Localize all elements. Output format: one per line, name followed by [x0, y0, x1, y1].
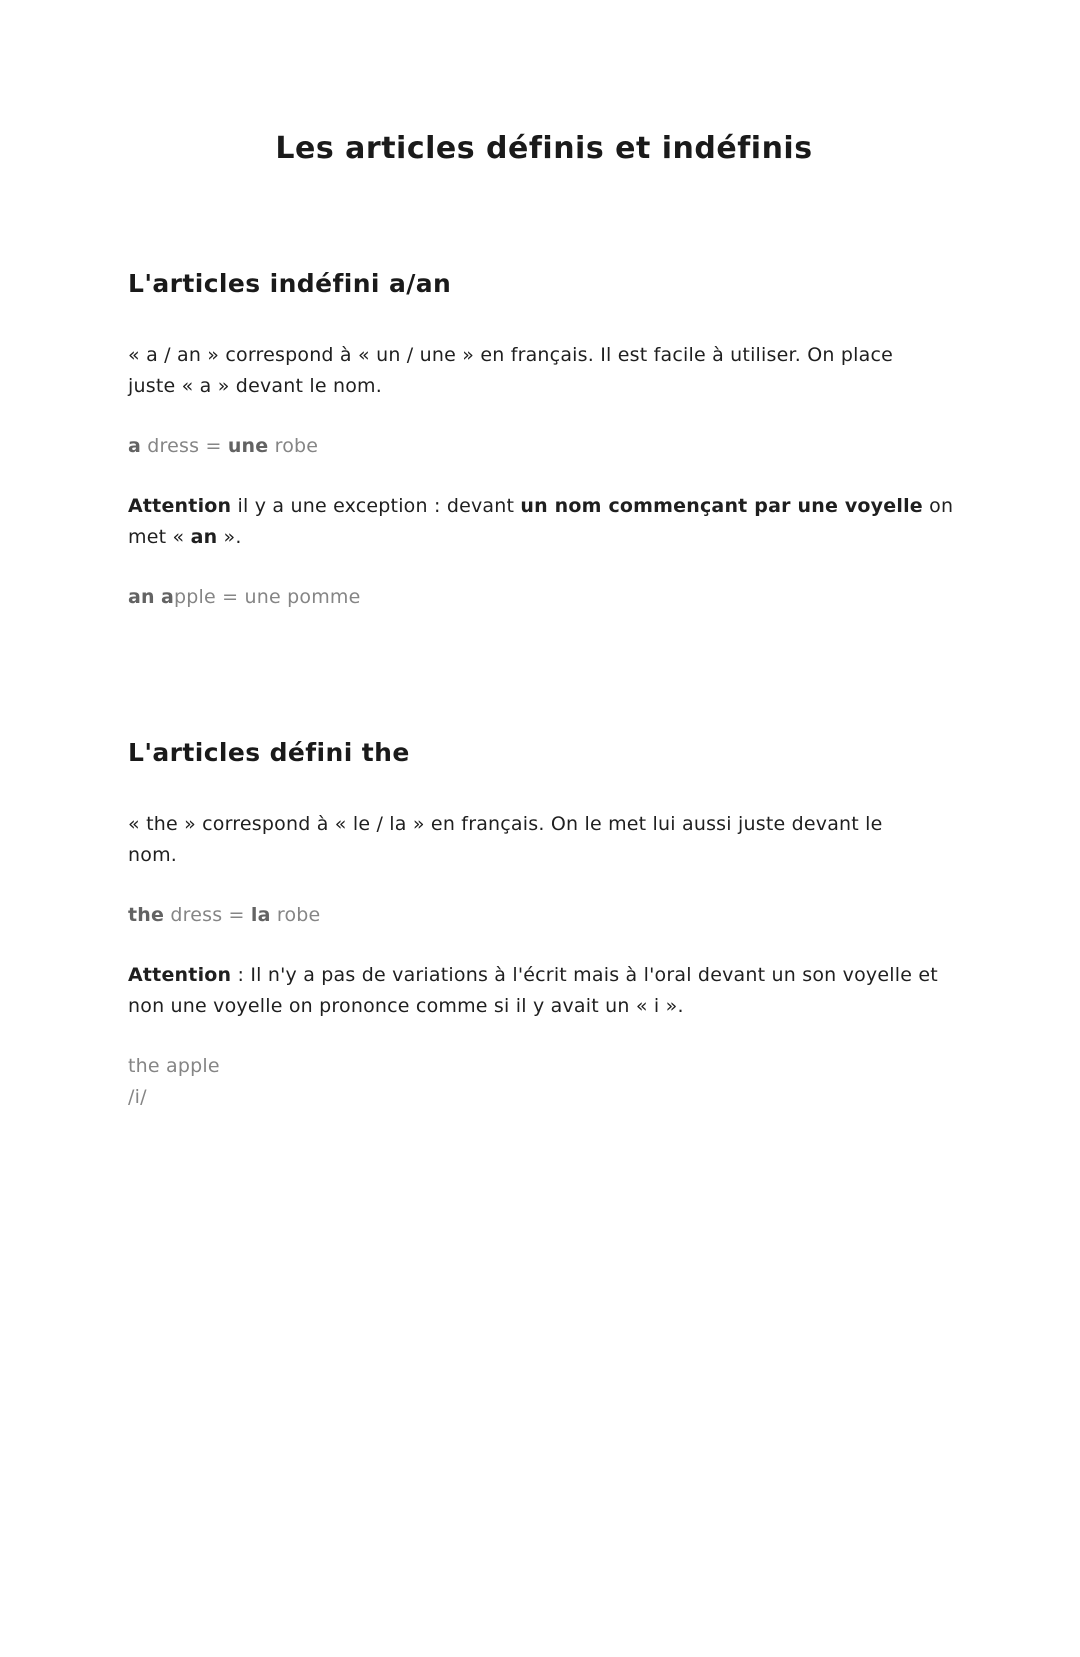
example-line: the apple [128, 1055, 220, 1077]
paragraph-line: « the » correspond à « le / la » en français. On le met lui aussi juste devant le [128, 813, 883, 835]
section-heading-indefinite-article: L'articles indéfini a/an [128, 269, 452, 298]
document-title: Les articles définis et indéfinis [275, 131, 813, 166]
paragraph-definite-attention [128, 960, 960, 1022]
example-line: an apple = une pomme [128, 586, 361, 608]
paragraph-line: « a / an » correspond à « un / une » en français. Il est facile à utiliser. On place [128, 344, 893, 366]
paragraph-line: Attention : Il n'y a pas de variations à l'écrit mais à l'oral devant un son voyelle et [128, 964, 938, 986]
example-a-dress [128, 431, 960, 462]
paragraph-indefinite-attention [128, 491, 960, 553]
paragraph-definite-intro [128, 809, 960, 871]
paragraph-line: nom. [128, 844, 178, 866]
section-heading-definite-article: L'articles défini the [128, 738, 410, 767]
paragraph-line: Attention il y a une exception : devant un nom commençant par une voyelle on [128, 495, 954, 517]
example-line: a dress = une robe [128, 435, 319, 457]
example-line: /i/ [128, 1086, 147, 1108]
example-an-apple [128, 582, 960, 613]
paragraph-indefinite-intro [128, 340, 960, 402]
example-the-dress [128, 900, 960, 931]
document-page [0, 130, 1080, 1657]
example-the-apple-pronunciation [128, 1051, 960, 1113]
example-line: the dress = la robe [128, 904, 321, 926]
paragraph-line: non une voyelle on prononce comme si il y avait un « i ». [128, 995, 684, 1017]
paragraph-line: met « an ». [128, 526, 242, 548]
paragraph-line: juste « a » devant le nom. [128, 375, 382, 397]
